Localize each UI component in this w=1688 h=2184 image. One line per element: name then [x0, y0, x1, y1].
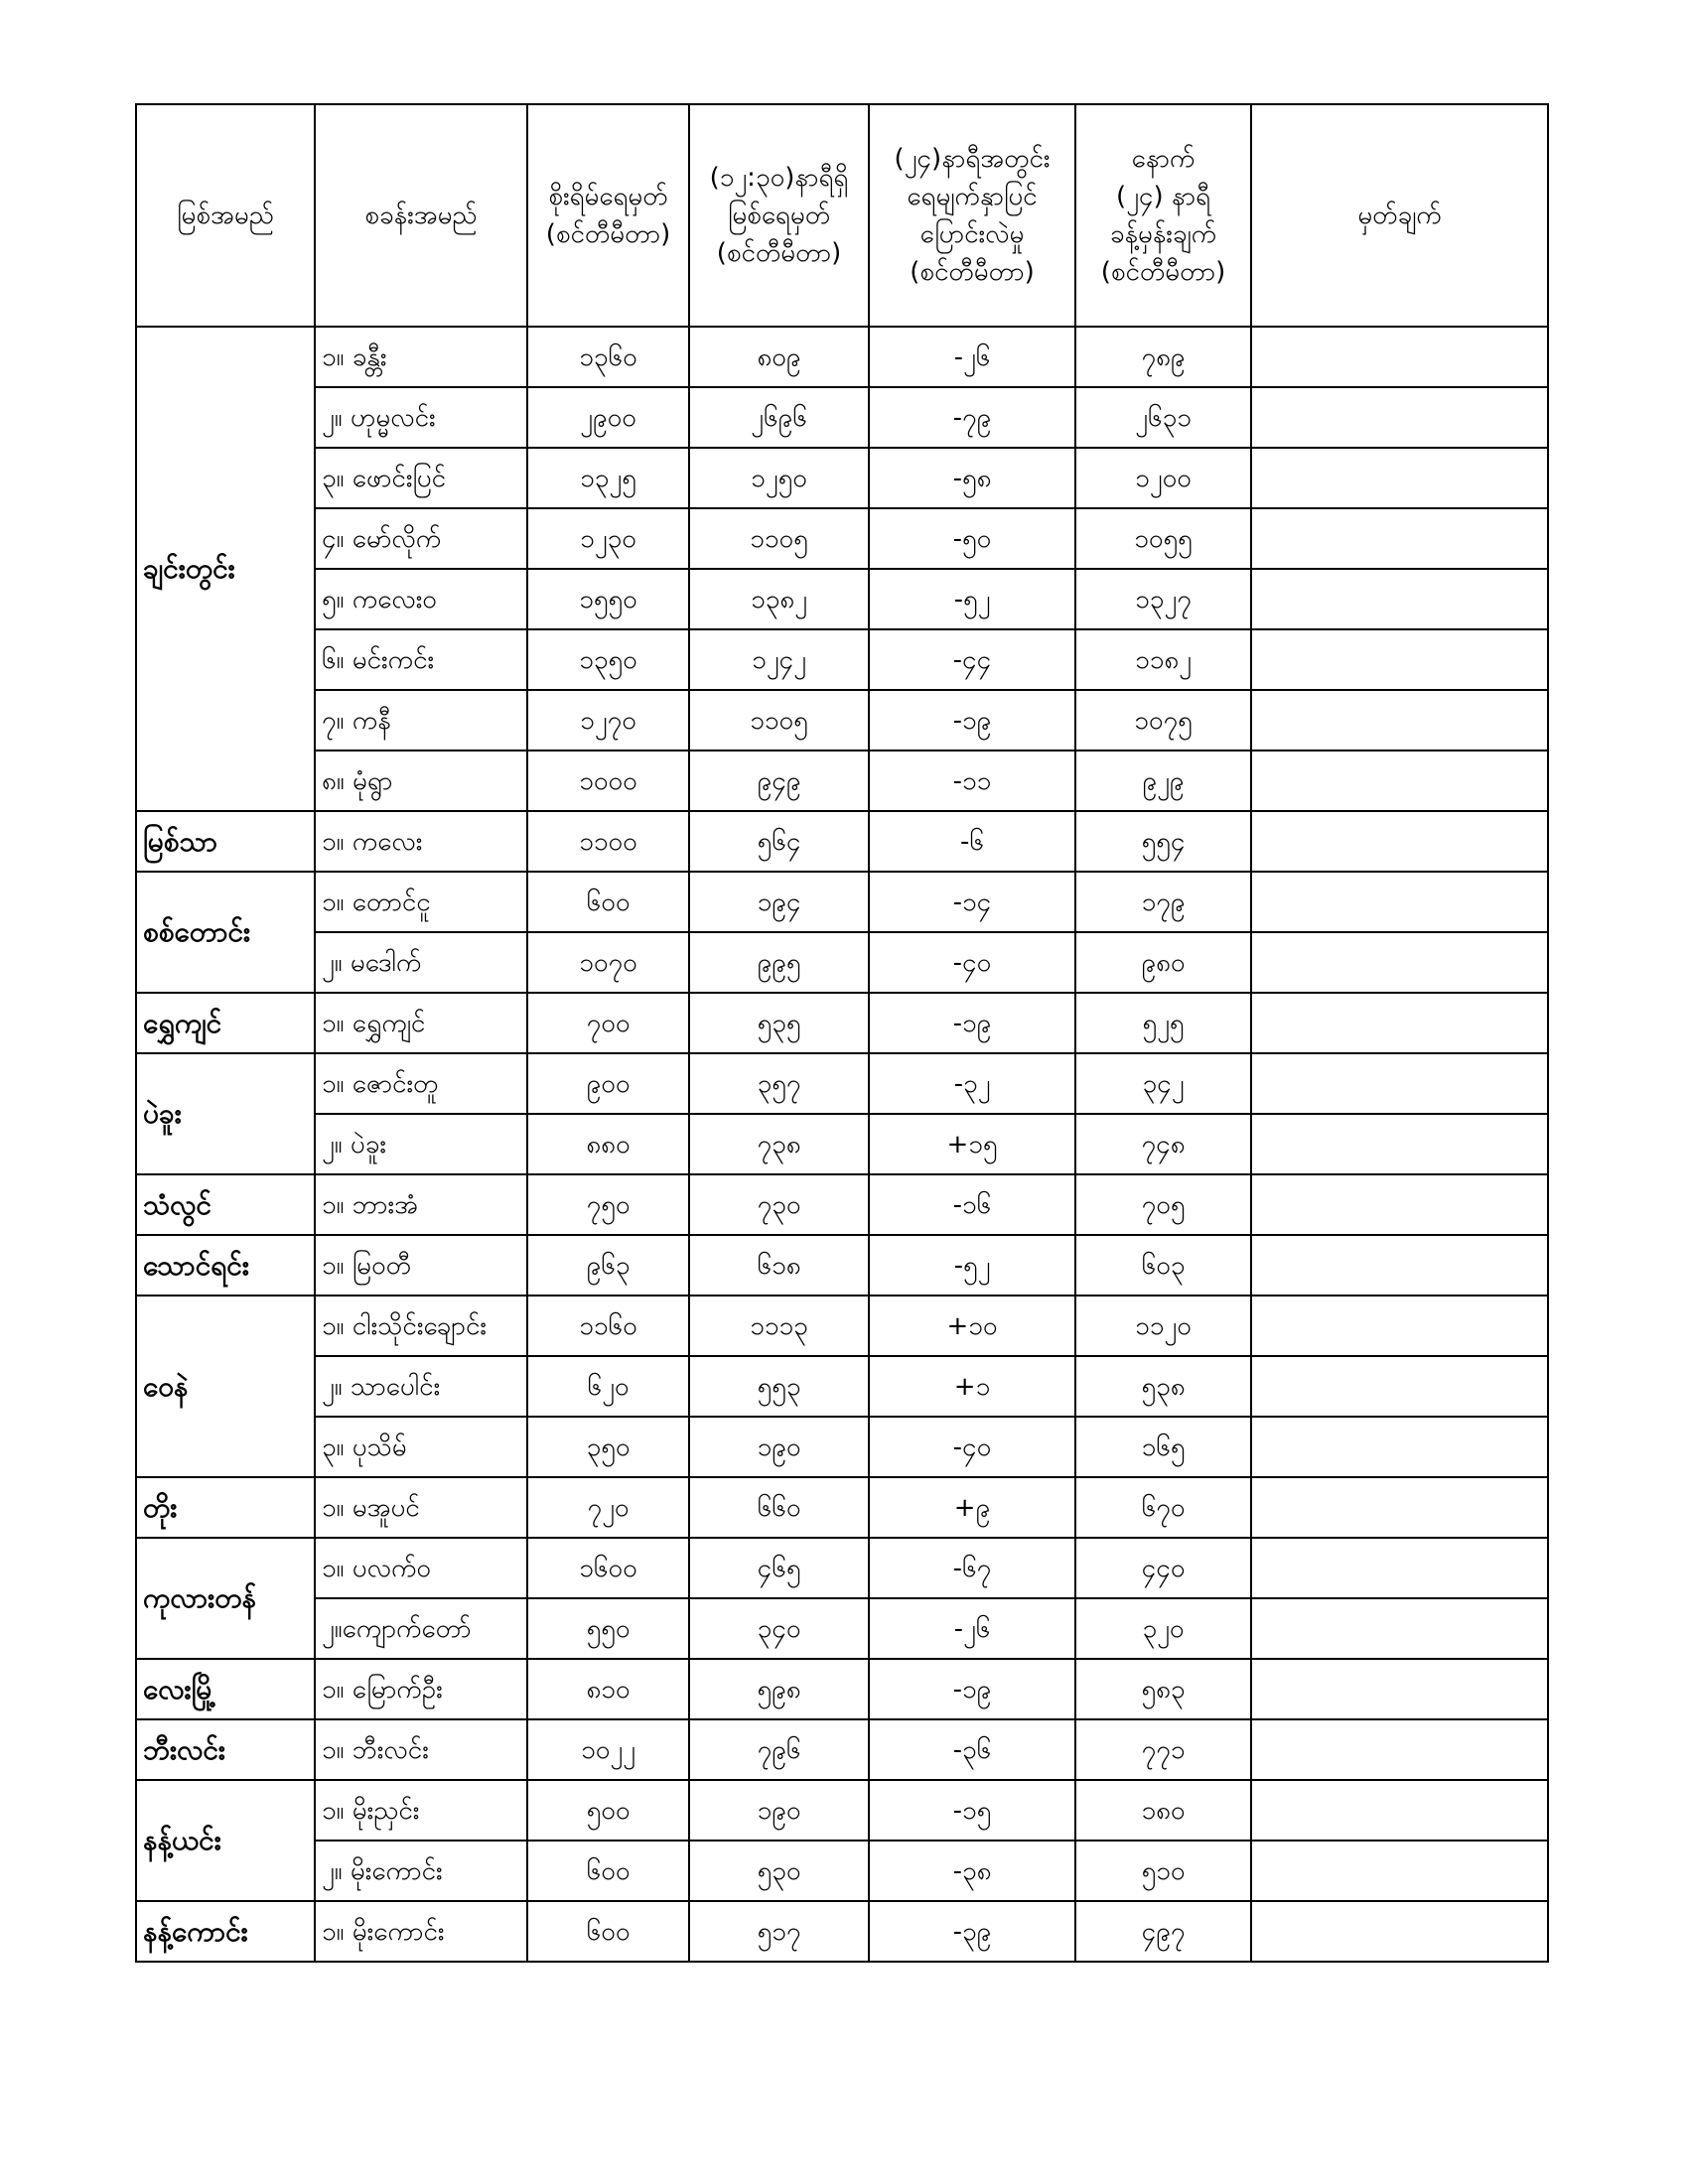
station-cell: ၁။ ပလက်ဝ	[315, 1538, 527, 1598]
river-name-cell: ဝေနဲ	[136, 1296, 315, 1477]
table-row	[136, 932, 1548, 993]
change-cell: -၁၉	[869, 993, 1075, 1053]
table-row	[136, 1417, 1548, 1477]
forecast-cell: ၁၂၀၀	[1075, 448, 1251, 508]
station-cell: ၂။ ပဲခူး	[315, 1114, 527, 1174]
remark-cell	[1251, 1296, 1548, 1356]
header-line: မြစ်ရေမှတ်	[727, 201, 831, 230]
station-cell: ၈။ မုံရွာ	[315, 751, 527, 811]
danger-level-cell: ၁၁၀၀	[527, 811, 689, 872]
water-level-cell: ၅၃၀	[689, 1841, 869, 1901]
forecast-cell: ၇၄၈	[1075, 1114, 1251, 1174]
header-station	[315, 104, 527, 327]
danger-level-cell: ၁၀၀၀	[527, 751, 689, 811]
forecast-cell: ၁၃၂၇	[1075, 569, 1251, 629]
danger-level-cell: ၇၂၀	[527, 1477, 689, 1538]
station-cell: ၃။ ပုသိမ်	[315, 1417, 527, 1477]
table-row	[136, 1538, 1548, 1598]
danger-level-cell: ၃၅၀	[527, 1417, 689, 1477]
remark-cell	[1251, 327, 1548, 387]
header-line: (စင်တီမီတာ)	[1100, 257, 1226, 287]
water-level-cell: ၁၉၄	[689, 872, 869, 932]
change-cell: +၉	[869, 1477, 1075, 1538]
danger-level-cell: ၉၆၃	[527, 1235, 689, 1296]
header-line: နောက်	[1131, 144, 1196, 174]
forecast-cell: ၅၂၅	[1075, 993, 1251, 1053]
forecast-cell: ၃၂၀	[1075, 1598, 1251, 1659]
station-cell: ၁။ မိုးကောင်း	[315, 1901, 527, 1962]
table-row	[136, 1901, 1548, 1962]
forecast-cell: ၇၀၅	[1075, 1174, 1251, 1235]
remark-cell	[1251, 1417, 1548, 1477]
water-level-cell: ၇၃၀	[689, 1174, 869, 1235]
danger-level-cell: ၁၆၀၀	[527, 1538, 689, 1598]
river-name-cell: သံလွင်	[136, 1174, 315, 1235]
forecast-cell: ၁၈၀	[1075, 1780, 1251, 1841]
table-row	[136, 811, 1548, 872]
change-cell: -၇၉	[869, 387, 1075, 448]
river-name-cell: စစ်တောင်း	[136, 872, 315, 993]
table-row	[136, 1174, 1548, 1235]
change-cell: -၃၈	[869, 1841, 1075, 1901]
table-row	[136, 508, 1548, 569]
remark-cell	[1251, 448, 1548, 508]
forecast-cell: ၂၆၃၁	[1075, 387, 1251, 448]
danger-level-cell: ၁၀၇၀	[527, 932, 689, 993]
station-cell: ၁။ တောင်ငူ	[315, 872, 527, 932]
forecast-cell: ၆၀၃	[1075, 1235, 1251, 1296]
river-name-cell: ကုလားတန်	[136, 1538, 315, 1659]
forecast-cell: ၉၂၉	[1075, 751, 1251, 811]
header-line: (စင်တီမီတာ)	[545, 219, 671, 249]
forecast-cell: ၁၀၅၅	[1075, 508, 1251, 569]
station-cell: ၁။ ဘားအံ	[315, 1174, 527, 1235]
river-name-cell: ချင်းတွင်း	[136, 327, 315, 811]
change-cell: -၁၅	[869, 1780, 1075, 1841]
forecast-cell: ၆၇၀	[1075, 1477, 1251, 1538]
forecast-cell: ၇၇၁	[1075, 1719, 1251, 1780]
forecast-cell: ၉၈၀	[1075, 932, 1251, 993]
forecast-cell: ၄၉၇	[1075, 1901, 1251, 1962]
danger-level-cell: ၆၀၀	[527, 1901, 689, 1962]
table-row	[136, 1356, 1548, 1417]
river-name-cell: နန့်ကောင်း	[136, 1901, 315, 1962]
danger-level-cell: ၈၁၀	[527, 1659, 689, 1719]
remark-cell	[1251, 932, 1548, 993]
remark-cell	[1251, 387, 1548, 448]
remark-cell	[1251, 1598, 1548, 1659]
change-cell: -၅၂	[869, 569, 1075, 629]
header-danger-level	[527, 104, 689, 327]
remark-cell	[1251, 993, 1548, 1053]
water-level-cell: ၄၆၅	[689, 1538, 869, 1598]
remark-cell	[1251, 1780, 1548, 1841]
change-cell: -၄၀	[869, 1417, 1075, 1477]
table-row	[136, 1114, 1548, 1174]
water-level-cell: ၅၅၃	[689, 1356, 869, 1417]
table-row	[136, 387, 1548, 448]
table-body	[136, 327, 1548, 1962]
river-name-cell: ရွှေကျင်	[136, 993, 315, 1053]
water-level-cell: ၁၁၀၅	[689, 690, 869, 751]
forecast-cell: ၅၃၈	[1075, 1356, 1251, 1417]
station-cell: ၁။ ခန္တီး	[315, 327, 527, 387]
table-row	[136, 1659, 1548, 1719]
table-header-row	[136, 104, 1548, 327]
change-cell: -၆၇	[869, 1538, 1075, 1598]
river-name-cell: တိုး	[136, 1477, 315, 1538]
table-row	[136, 690, 1548, 751]
change-cell: +၁	[869, 1356, 1075, 1417]
header-line: (စင်တီမီတာ)	[716, 238, 842, 268]
water-level-cell: ၉၉၅	[689, 932, 869, 993]
change-cell: -၂၆	[869, 327, 1075, 387]
station-cell: ၁။ မြဝတီ	[315, 1235, 527, 1296]
danger-level-cell: ၁၀၂၂	[527, 1719, 689, 1780]
table-row	[136, 751, 1548, 811]
header-line: မြစ်အမည်	[177, 201, 274, 230]
water-level-cell: ၅၃၅	[689, 993, 869, 1053]
water-level-cell: ၇၉၆	[689, 1719, 869, 1780]
station-cell: ၄။ မော်လိုက်	[315, 508, 527, 569]
water-level-cell: ၁၃၈၂	[689, 569, 869, 629]
water-level-cell: ၉၄၉	[689, 751, 869, 811]
station-cell: ၁။ ဘီးလင်း	[315, 1719, 527, 1780]
header-forecast	[1075, 104, 1251, 327]
change-cell: -၃၆	[869, 1719, 1075, 1780]
forecast-cell: ၅၈၃	[1075, 1659, 1251, 1719]
water-level-cell: ၁၉၀	[689, 1417, 869, 1477]
change-cell: -၅၈	[869, 448, 1075, 508]
remark-cell	[1251, 1538, 1548, 1598]
station-cell: ၁။ ရွှေကျင်	[315, 993, 527, 1053]
change-cell: +၁၅	[869, 1114, 1075, 1174]
table-row	[136, 629, 1548, 690]
table-row	[136, 1719, 1548, 1780]
water-level-cell: ၁၂၅၀	[689, 448, 869, 508]
table-row	[136, 1235, 1548, 1296]
danger-level-cell: ၁၁၆၀	[527, 1296, 689, 1356]
change-cell: -၁၄	[869, 872, 1075, 932]
remark-cell	[1251, 508, 1548, 569]
forecast-cell: ၃၄၂	[1075, 1053, 1251, 1114]
danger-level-cell: ၁၃၆၀	[527, 327, 689, 387]
station-cell: ၂။ ဟုမ္မလင်း	[315, 387, 527, 448]
table-row	[136, 1780, 1548, 1841]
water-level-cell: ၆၁၈	[689, 1235, 869, 1296]
river-name-cell: သောင်ရင်း	[136, 1235, 315, 1296]
water-level-cell: ၃၄၀	[689, 1598, 869, 1659]
table-row	[136, 1841, 1548, 1901]
remark-cell	[1251, 629, 1548, 690]
header-line: မှတ်ချက်	[1357, 201, 1442, 230]
station-cell: ၁။ ငါးသိုင်းချောင်း	[315, 1296, 527, 1356]
header-line: (၁၂:၃၀)နာရီရှိ	[709, 163, 849, 193]
danger-level-cell: ၇၅၀	[527, 1174, 689, 1235]
station-cell: ၂။ သာပေါင်း	[315, 1356, 527, 1417]
table-row	[136, 448, 1548, 508]
forecast-cell: ၅၁၀	[1075, 1841, 1251, 1901]
danger-level-cell: ၅၅၀	[527, 1598, 689, 1659]
header-line: (၂၄)နာရီအတွင်း	[894, 144, 1051, 174]
danger-level-cell: ၁၂၇၀	[527, 690, 689, 751]
water-level-cell: ၈၀၉	[689, 327, 869, 387]
table-row	[136, 569, 1548, 629]
remark-cell	[1251, 1053, 1548, 1114]
danger-level-cell: ၅၀၀	[527, 1780, 689, 1841]
header-line: စိုးရိမ်ရေမှတ်	[548, 182, 668, 211]
remark-cell	[1251, 569, 1548, 629]
danger-level-cell: ၆၀၀	[527, 1841, 689, 1901]
table-row	[136, 1053, 1548, 1114]
header-line: ရေမျက်နှာပြင်	[907, 182, 1038, 211]
forecast-cell: ၁၇၉	[1075, 872, 1251, 932]
header-line: ခန့်မှန်းချက်	[1109, 219, 1217, 249]
river-name-cell: မြစ်သာ	[136, 811, 315, 872]
water-level-table	[135, 103, 1549, 1963]
change-cell: -၃၉	[869, 1901, 1075, 1962]
forecast-cell: ၁၀၇၅	[1075, 690, 1251, 751]
station-cell: ၁။ ကလေး	[315, 811, 527, 872]
remark-cell	[1251, 1114, 1548, 1174]
forecast-cell: ၁၁၈၂	[1075, 629, 1251, 690]
remark-cell	[1251, 751, 1548, 811]
remark-cell	[1251, 811, 1548, 872]
water-level-cell: ၅၆၄	[689, 811, 869, 872]
change-cell: -၅၂	[869, 1235, 1075, 1296]
danger-level-cell: ၇၀၀	[527, 993, 689, 1053]
remark-cell	[1251, 872, 1548, 932]
danger-level-cell: ၉၀၀	[527, 1053, 689, 1114]
station-cell: ၂။ကျောက်တော်	[315, 1598, 527, 1659]
station-cell: ၆။ မင်းကင်း	[315, 629, 527, 690]
table-row	[136, 1296, 1548, 1356]
forecast-cell: ၇၈၉	[1075, 327, 1251, 387]
header-river	[136, 104, 315, 327]
change-cell: -၁၆	[869, 1174, 1075, 1235]
river-name-cell: လေးမြို့	[136, 1659, 315, 1719]
table-row	[136, 1477, 1548, 1538]
water-level-cell: ၁၁၁၃	[689, 1296, 869, 1356]
danger-level-cell: ၈၈၀	[527, 1114, 689, 1174]
danger-level-cell: ၆၂၀	[527, 1356, 689, 1417]
danger-level-cell: ၆၀၀	[527, 872, 689, 932]
header-line: စခန်းအမည်	[364, 201, 478, 230]
water-level-cell: ၅၉၈	[689, 1659, 869, 1719]
header-line: (၂၄) နာရီ	[1115, 182, 1211, 211]
water-level-cell: ၁၂၄၂	[689, 629, 869, 690]
remark-cell	[1251, 1477, 1548, 1538]
header-change	[869, 104, 1075, 327]
change-cell: -၃၂	[869, 1053, 1075, 1114]
station-cell: ၂။ မိုးကောင်း	[315, 1841, 527, 1901]
remark-cell	[1251, 690, 1548, 751]
remark-cell	[1251, 1235, 1548, 1296]
header-line: (စင်တီမီတာ)	[910, 257, 1035, 287]
change-cell: -၆	[869, 811, 1075, 872]
station-cell: ၃။ ဖောင်းပြင်	[315, 448, 527, 508]
water-level-cell: ၂၆၉၆	[689, 387, 869, 448]
station-cell: ၁။ မိုးညှင်း	[315, 1780, 527, 1841]
station-cell: ၁။ ဇောင်းတူ	[315, 1053, 527, 1114]
change-cell: -၅၀	[869, 508, 1075, 569]
water-level-cell: ၅၁၇	[689, 1901, 869, 1962]
header-line: ပြောင်းလဲမှု	[919, 219, 1025, 249]
forecast-cell: ၄၄၀	[1075, 1538, 1251, 1598]
water-level-cell: ၁၁၀၅	[689, 508, 869, 569]
change-cell: -၂၆	[869, 1598, 1075, 1659]
remark-cell	[1251, 1901, 1548, 1962]
river-name-cell: ဘီးလင်း	[136, 1719, 315, 1780]
station-cell: ၁။ မြောက်ဦး	[315, 1659, 527, 1719]
change-cell: -၁၁	[869, 751, 1075, 811]
danger-level-cell: ၁၃၂၅	[527, 448, 689, 508]
change-cell: -၄၄	[869, 629, 1075, 690]
change-cell: -၁၉	[869, 1659, 1075, 1719]
station-cell: ၂။ မဒေါက်	[315, 932, 527, 993]
danger-level-cell: ၁၂၃၀	[527, 508, 689, 569]
water-level-cell: ၃၅၇	[689, 1053, 869, 1114]
remark-cell	[1251, 1659, 1548, 1719]
remark-cell	[1251, 1356, 1548, 1417]
table-row	[136, 327, 1548, 387]
water-level-cell: ၇၃၈	[689, 1114, 869, 1174]
change-cell: -၁၉	[869, 690, 1075, 751]
remark-cell	[1251, 1841, 1548, 1901]
table-row	[136, 993, 1548, 1053]
river-name-cell: နန့်ယင်း	[136, 1780, 315, 1901]
station-cell: ၅။ ကလေးဝ	[315, 569, 527, 629]
header-level	[689, 104, 869, 327]
remark-cell	[1251, 1174, 1548, 1235]
header-remark	[1251, 104, 1548, 327]
station-cell: ၁။ မအူပင်	[315, 1477, 527, 1538]
water-level-cell: ၁၉၀	[689, 1780, 869, 1841]
remark-cell	[1251, 1719, 1548, 1780]
forecast-cell: ၅၅၄	[1075, 811, 1251, 872]
water-level-cell: ၆၆၀	[689, 1477, 869, 1538]
station-cell: ၇။ ကနီ	[315, 690, 527, 751]
river-name-cell: ပဲခူး	[136, 1053, 315, 1174]
danger-level-cell: ၂၉၀၀	[527, 387, 689, 448]
change-cell: +၁၀	[869, 1296, 1075, 1356]
danger-level-cell: ၁၅၅၀	[527, 569, 689, 629]
table-row	[136, 872, 1548, 932]
danger-level-cell: ၁၃၅၀	[527, 629, 689, 690]
table-row	[136, 1598, 1548, 1659]
forecast-cell: ၁၁၂၀	[1075, 1296, 1251, 1356]
change-cell: -၄၀	[869, 932, 1075, 993]
forecast-cell: ၁၆၅	[1075, 1417, 1251, 1477]
